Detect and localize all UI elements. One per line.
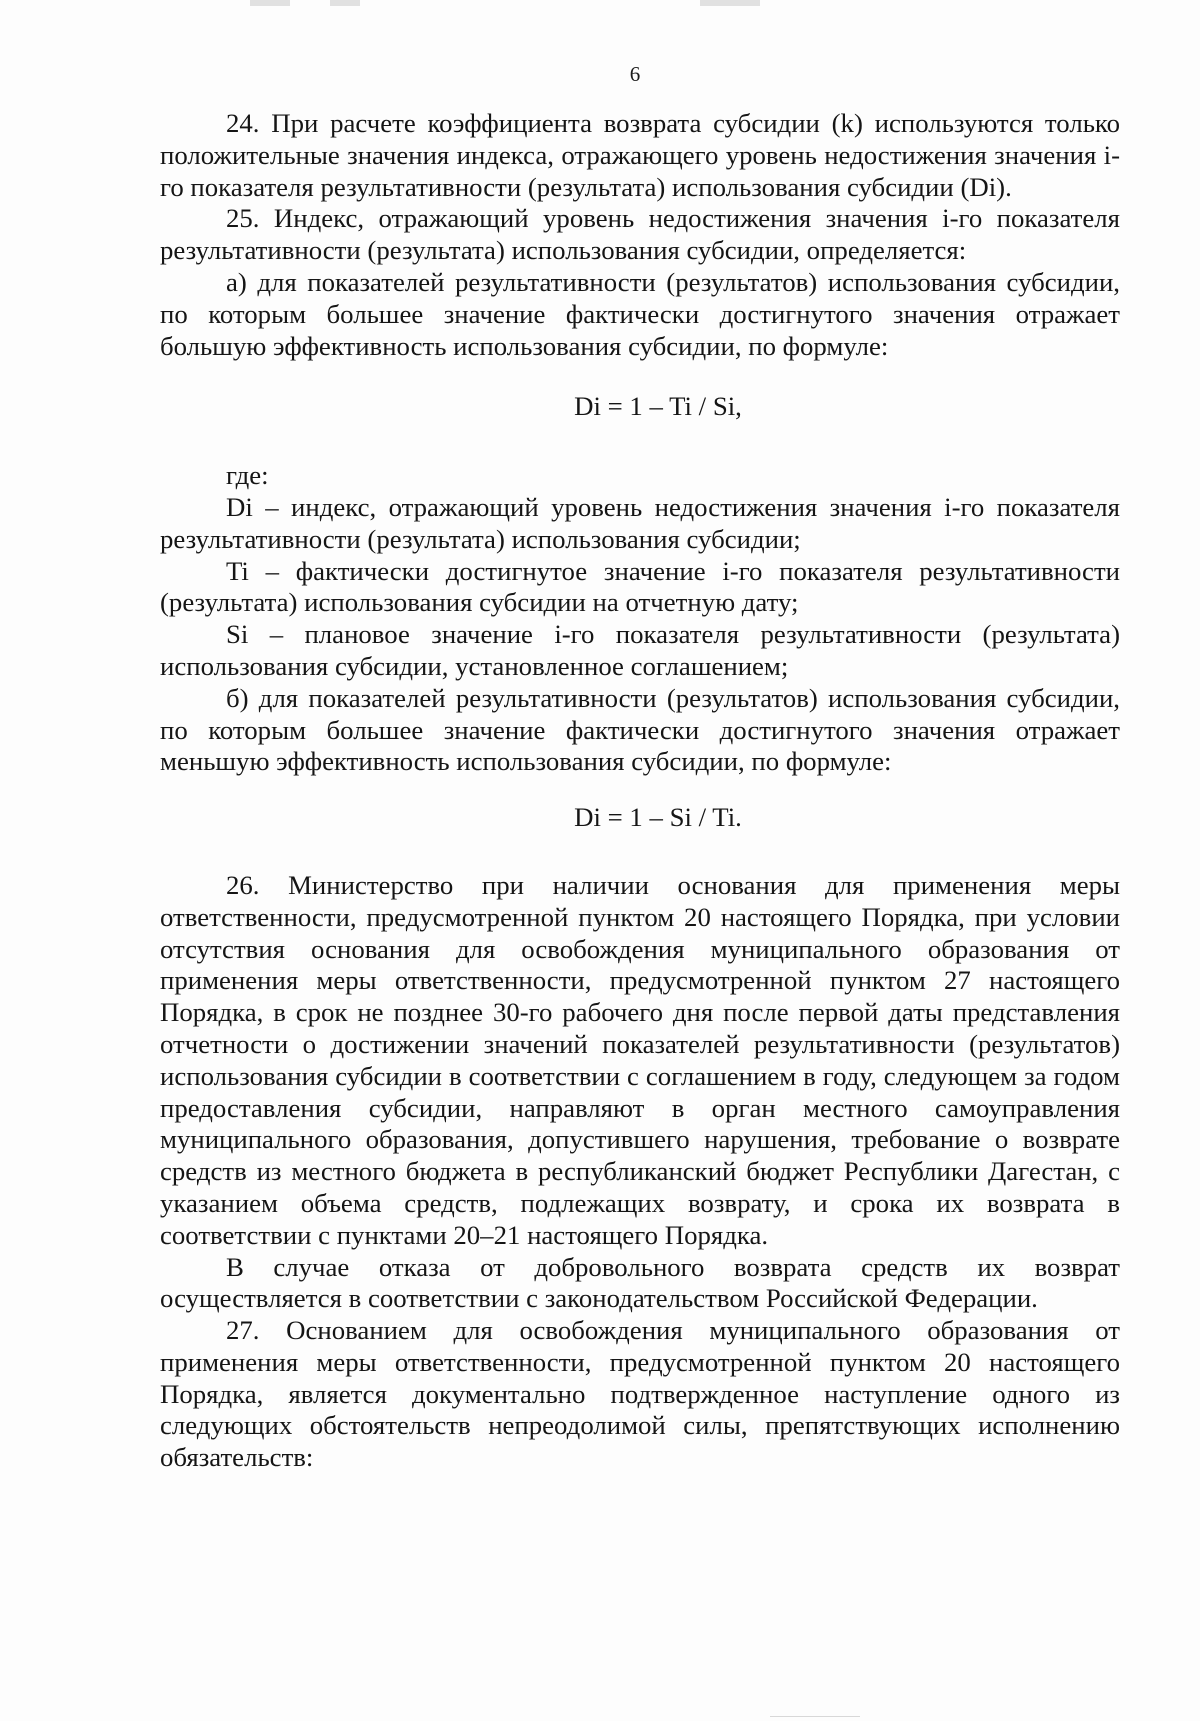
paragraph-27: 27. Основанием для освобождения муниципального образования от применения меры ответственности, предусмотренной пунктом 20 настоящего Порядка, является документально подтвержденное наступление одного из следующих обстоятельств непреодолимой силы, препятствующих исполнению обязательств: bbox=[160, 1315, 1120, 1473]
scan-artifact bbox=[250, 0, 290, 6]
document-body bbox=[160, 108, 1120, 1474]
page-number: 6 bbox=[629, 62, 641, 86]
definition-si: Si – плановое значение i-го показателя результативности (результата) использования субсидии, установленное соглашением; bbox=[160, 619, 1120, 681]
paragraph-24: 24. При расчете коэффициента возврата субсидии (k) используются только положительные значения индекса, отражающего уровень недостижения значения i-го показателя результативности (результата) использования субсидии (Di). bbox=[160, 108, 1120, 202]
paragraph-25: 25. Индекс, отражающий уровень недостижения значения i-го показателя результативности (результата) использования субсидии, определяется: bbox=[160, 203, 1120, 266]
definition-di: Di – индекс, отражающий уровень недостижения значения i-го показателя результативности (результата) использования субсидии; bbox=[160, 491, 1120, 554]
formula-di-si-ti: Di = 1 – Si / Ti. bbox=[574, 802, 742, 833]
scan-artifact bbox=[330, 0, 360, 6]
paragraph-25a: а) для показателей результативности (результатов) использования субсидии, по которым большее значение фактически достигнутого значения отражает большую эффективность использования субсидии, по формуле: bbox=[160, 266, 1120, 361]
formula-di-ti-si: Di = 1 – Ti / Si, bbox=[574, 391, 742, 422]
paragraph-25b: б) для показателей результативности (результатов) использования субсидии, по которым большее значение фактически достигнутого значения отражает меньшую эффективность использования субсидии, по формуле: bbox=[160, 682, 1120, 777]
scan-artifact bbox=[700, 0, 760, 6]
scan-artifact bbox=[770, 1716, 860, 1717]
definition-ti: Ti – фактически достигнутое значение i-го показателя результативности (результата) использования субсидии на отчетную дату; bbox=[160, 555, 1120, 618]
where-label: где: bbox=[226, 460, 269, 491]
paragraph-26-refusal: В случае отказа от добровольного возврата средств их возврат осуществляется в соответствии с законодательством Российской Федерации. bbox=[160, 1251, 1120, 1314]
paragraph-26: 26. Министерство при наличии основания для применения меры ответственности, предусмотренной пунктом 20 настоящего Порядка, при условии отсутствия основания для освобождения муниципального образования от применения меры ответственности, предусмотренной пунктом 27 настоящего Порядка, в срок не позднее 30-го рабочего дня после первой даты представления отчетности о достижении значений показателей результативности (результатов) использования субсидии в соответствии с соглашением в году, следующем за годом предоставления субсидии, направляют в орган местного самоуправления муниципального образования, допустившего нарушения, требование о возврате средств из местного бюджета в республиканский бюджет Республики Дагестан, с указанием объема средств, подлежащих возврату, и срока их возврата в соответствии с пунктами 20–21 настоящего Порядка. bbox=[160, 869, 1120, 1250]
